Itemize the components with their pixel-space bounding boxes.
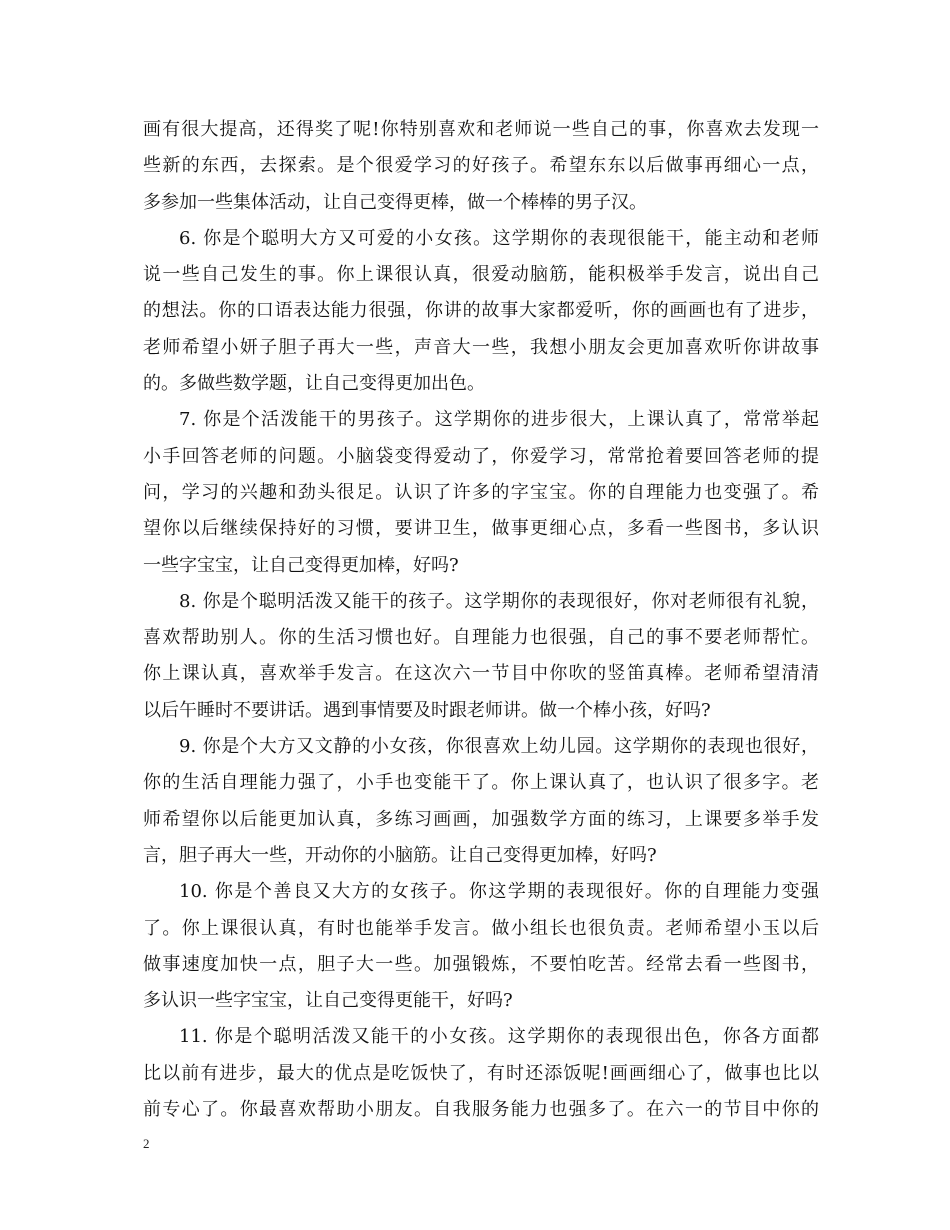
- text-line: 的。多做些数学题，让自己变得更加出色。: [143, 373, 485, 395]
- paragraph-continued: [143, 112, 819, 221]
- text-line: 8. 你是个聪明活泼又能干的孩子。这学期你的表现很好，你对老师很有礼貌，: [179, 590, 819, 612]
- text-line: 做事速度加快一点，胆子大一些。加强锻炼，不要怕吃苦。经常去看一些图书，: [143, 953, 819, 975]
- text-line: 多参加一些集体活动，让自己变得更棒，做一个棒棒的男子汉。: [143, 191, 647, 213]
- text-line: 问，学习的兴趣和劲头很足。认识了许多的字宝宝。你的自理能力也变强了。希: [143, 481, 819, 503]
- text-line: 11. 你是个聪明活泼又能干的小女孩。这学期你的表现很出色，你各方面都: [179, 1026, 819, 1048]
- paragraph-item-11: [143, 1019, 819, 1128]
- text-line: 说一些自己发生的事。你上课很认真，很爱动脑筋，能积极举手发言，说出自己: [143, 264, 819, 286]
- text-line: 前专心了。你最喜欢帮助小朋友。自我服务能力也强多了。在六一的节目中你的: [143, 1099, 819, 1121]
- text-line: 老师希望小妍子胆子再大一些，声音大一些，我想小朋友会更加喜欢听你讲故事: [143, 336, 819, 358]
- text-line: 的想法。你的口语表达能力很强，你讲的故事大家都爱听，你的画画也有了进步，: [143, 300, 819, 322]
- text-line: 10. 你是个善良又大方的女孩子。你这学期的表现很好。你的自理能力变强: [179, 881, 819, 903]
- text-line: 你的生活自理能力强了，小手也变能干了。你上课认真了，也认识了很多字。老: [143, 772, 819, 794]
- text-line: 了。你上课很认真，有时也能举手发言。做小组长也很负责。老师希望小玉以后: [143, 917, 819, 939]
- text-line: 你上课认真，喜欢举手发言。在这次六一节目中你吹的竖笛真棒。老师希望清清: [143, 663, 819, 685]
- paragraph-item-8: [143, 584, 819, 729]
- text-line: 6. 你是个聪明大方又可爱的小女孩。这学期你的表现很能干，能主动和老师: [179, 227, 819, 249]
- document-body: [143, 112, 819, 1128]
- text-line: 比以前有进步，最大的优点是吃饭快了，有时还添饭呢!画画细心了，做事也比以: [143, 1062, 819, 1084]
- paragraph-item-10: [143, 874, 819, 1019]
- text-line: 些新的东西，去探索。是个很爱学习的好孩子。希望东东以后做事再细心一点，: [143, 155, 819, 177]
- page-number: 2: [143, 1136, 150, 1151]
- text-line: 喜欢帮助别人。你的生活习惯也好。自理能力也很强，自己的事不要老师帮忙。: [143, 627, 819, 649]
- text-line: 7. 你是个活泼能干的男孩子。这学期你的进步很大，上课认真了，常常举起: [179, 409, 819, 431]
- paragraph-item-9: [143, 729, 819, 874]
- paragraph-item-7: [143, 402, 819, 583]
- text-line: 多认识一些字宝宝，让自己变得更能干，好吗?: [143, 990, 513, 1012]
- text-line: 师希望你以后能更加认真，多练习画画，加强数学方面的练习，上课要多举手发: [143, 808, 819, 830]
- text-line: 9. 你是个大方又文静的小女孩，你很喜欢上幼儿园。这学期你的表现也很好，: [179, 736, 819, 758]
- text-line: 望你以后继续保持好的习惯，要讲卫生，做事更细心点，多看一些图书，多认识: [143, 518, 819, 540]
- paragraph-item-6: [143, 221, 819, 402]
- text-line: 一些字宝宝，让自己变得更加棒，好吗?: [143, 554, 459, 576]
- text-line: 画有很大提高，还得奖了呢!你特别喜欢和老师说一些自己的事，你喜欢去发现一: [143, 119, 819, 140]
- text-line: 小手回答老师的问题。小脑袋变得爱动了，你爱学习，常常抢着要回答老师的提: [143, 445, 819, 467]
- text-line: 以后午睡时不要讲话。遇到事情要及时跟老师讲。做一个棒小孩，好吗?: [143, 699, 711, 721]
- text-line: 言，胆子再大一些，开动你的小脑筋。让自己变得更加棒，好吗?: [143, 844, 657, 866]
